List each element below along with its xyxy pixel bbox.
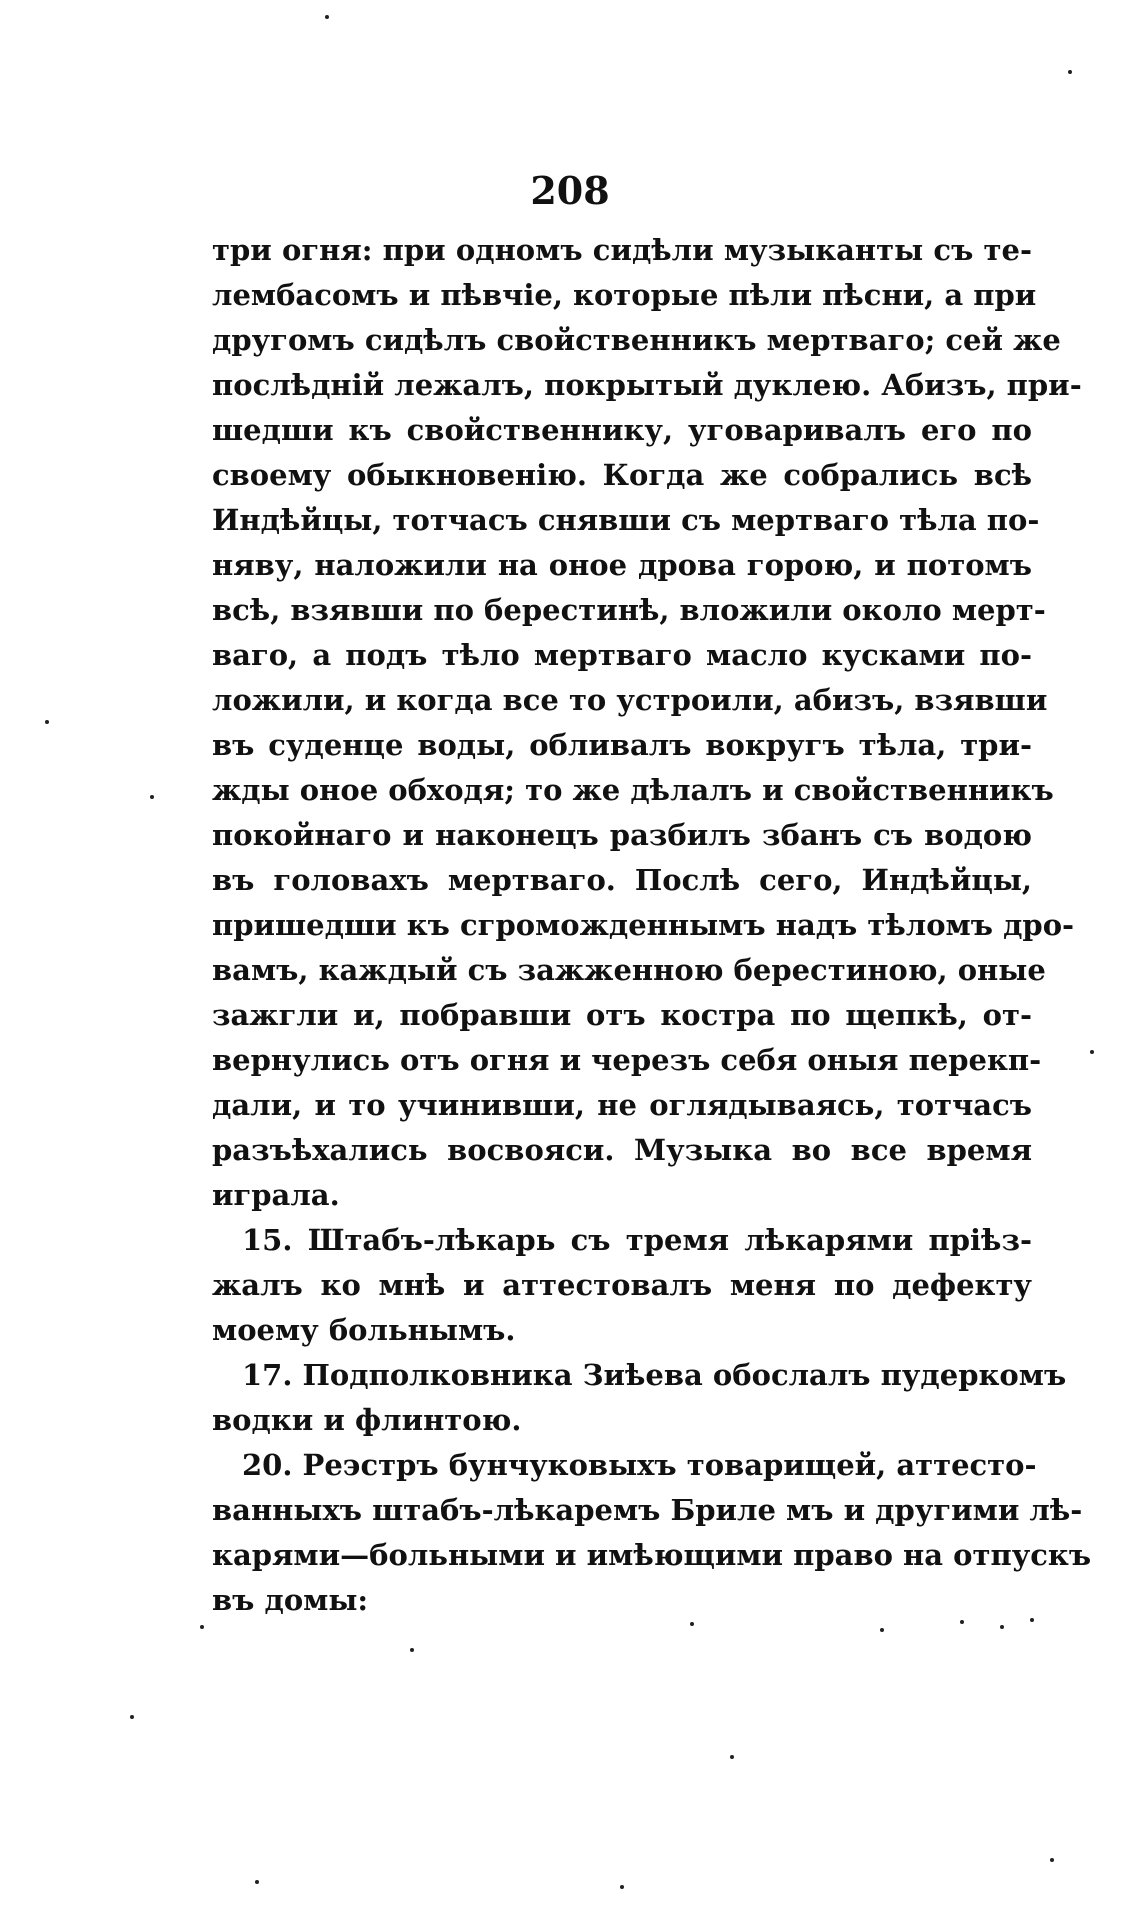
text-line: шедши къ свойственнику, уговаривалъ его по (212, 413, 1032, 447)
text-line: ваго, а подъ тѣло мертваго масло кусками по- (212, 638, 1032, 672)
scan-speck (410, 1648, 414, 1652)
scan-speck (690, 1622, 694, 1626)
text-line: разъѣхались восвояси. Музыка во все время (212, 1133, 1032, 1167)
text-line: зажгли и, побравши отъ костра по щепкѣ, от- (212, 998, 1032, 1032)
text-line: ванныхъ штабъ-лѣкаремъ Бриле мъ и другими лѣ- (212, 1493, 1083, 1527)
text-line: карями—больными и имѣющими право на отпускъ (212, 1538, 1092, 1572)
text-line: въ домы: (212, 1583, 369, 1617)
text-line: послѣдній лежалъ, покрытый дуклею. Абизъ, при- (212, 368, 1082, 402)
text-line: 20. Реэстръ бунчуковыхъ товарищей, аттесто- (242, 1448, 1037, 1482)
text-line: дали, и то учинивши, не оглядываясь, тотчасъ (212, 1088, 1032, 1122)
text-line: вамъ, каждый съ зажженною берестиною, оные (212, 953, 1046, 987)
text-line: вернулись отъ огня и черезъ себя оныя перекп- (212, 1043, 1042, 1077)
scan-speck (880, 1628, 884, 1632)
text-line: въ головахъ мертваго. Послѣ сего, Индѣйцы, (212, 863, 1032, 897)
text-line: въ суденце воды, обливалъ вокругъ тѣла, три- (212, 728, 1032, 762)
scan-speck (1030, 1618, 1034, 1622)
scan-speck (1000, 1625, 1004, 1629)
scan-speck (150, 795, 154, 799)
text-line: покойнаго и наконецъ разбилъ збанъ съ водою (212, 818, 1032, 852)
text-line: своему обыкновенію. Когда же собрались всѣ (212, 458, 1032, 492)
text-line: всѣ, взявши по берестинѣ, вложили около мерт- (212, 593, 1046, 627)
scan-speck (255, 1880, 259, 1884)
text-line: ложили, и когда все то устроили, абизъ, взявши (212, 683, 1048, 717)
text-line: Индѣйцы, тотчасъ снявши съ мертваго тѣла по- (212, 503, 1040, 537)
scan-speck (730, 1755, 734, 1759)
scan-speck (960, 1620, 964, 1624)
text-line: играла. (212, 1178, 340, 1212)
scan-speck (1090, 1050, 1094, 1054)
scan-speck (620, 1885, 624, 1889)
text-line: водки и флинтою. (212, 1403, 522, 1437)
text-line: три огня: при одномъ сидѣли музыканты съ те- (212, 233, 1032, 267)
text-line: моему больнымъ. (212, 1313, 516, 1347)
scan-speck (130, 1715, 134, 1719)
scan-speck (1050, 1858, 1054, 1862)
text-line: 17. Подполковника Зиѣева обослалъ пудеркомъ (242, 1358, 1067, 1392)
text-line: 15. Штабъ-лѣкарь съ тремя лѣкарями пріѣз- (242, 1223, 1032, 1257)
scan-speck (325, 15, 329, 19)
scan-speck (1068, 70, 1072, 74)
text-line: няву, наложили на оное дрова горою, и потомъ (212, 548, 1032, 582)
page-number: 208 (530, 168, 610, 213)
text-line: жалъ ко мнѣ и аттестовалъ меня по дефекту (212, 1268, 1032, 1302)
scan-speck (200, 1625, 204, 1629)
text-line: жды оное обходя; то же дѣлалъ и свойственникъ (212, 773, 1054, 807)
scan-speck (45, 720, 49, 724)
text-line: другомъ сидѣлъ свойственникъ мертваго; сей же (212, 323, 1061, 357)
page-text (212, 228, 1092, 1623)
text-line: лембасомъ и пѣвчіе, которые пѣли пѣсни, а при (212, 278, 1037, 312)
text-line: пришедши къ сгроможденнымъ надъ тѣломъ дро- (212, 908, 1075, 942)
